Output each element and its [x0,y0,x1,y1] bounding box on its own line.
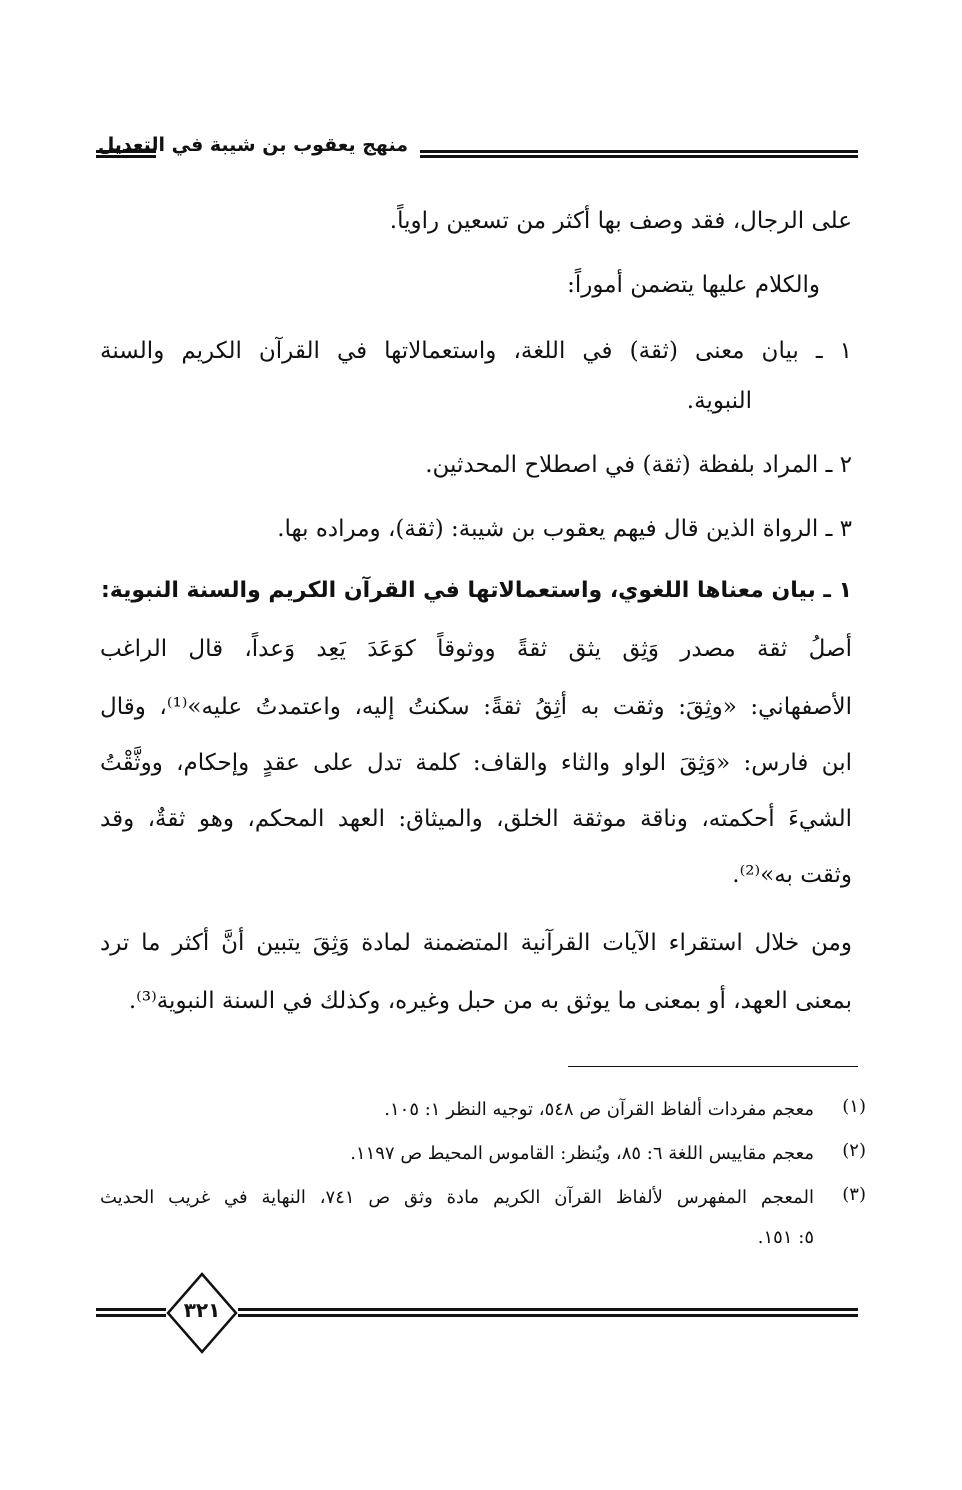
paragraph-line: ومن خلال استقراء الآيات القرآنية المتضمنة لمادة وَثِقَ يتبين أنَّ أكثر ما ترد [100,930,852,956]
footnote-text: معجم مقاييس اللغة ٦: ٨٥، ويُنظر: القاموس المحيط ص ١١٩٧. [350,1143,814,1164]
paragraph-line: والكلام عليها يتضمن أموراً: [567,272,820,298]
list-item-3: ٣ ـ الرواة الذين قال فيهم يعقوب بن شيبة: (ثقة)، ومراده بها. [277,516,852,542]
footnote-number: (٢) [842,1140,866,1161]
running-header-title: منهج يعقوب بن شيبة في التعديل [97,134,408,156]
footnote-continuation: ٥: ١٥١. [757,1227,814,1248]
footnote-separator [568,1066,858,1067]
list-item-1-continuation: النبوية. [686,388,752,414]
paragraph-line: ابن فارس: «وَثِقَ الواو والثاء والقاف: كلمة تدل على عقدٍ وإحكام، ووثَّقْتُ [100,750,852,776]
footer-rule-left [96,1308,166,1317]
section-heading: ١ ـ بيان معناها اللغوي، واستعمالاتها في القرآن الكريم والسنة النبوية: [100,578,852,603]
list-item-1: ١ ـ بيان معنى (ثقة) في اللغة، واستعمالاتها في القرآن الكريم والسنة [100,338,852,364]
paragraph-line: على الرجال، فقد وصف بها أكثر من تسعين راوياً. [389,208,852,234]
page-footer [96,1270,858,1360]
page-number: ٣٢١ [183,1298,221,1322]
running-header [96,128,858,168]
paragraph-line: الشيءَ أحكمته، وناقة موثقة الخلق، والميثاق: العهد المحكم، وهو ثقةٌ، وقد [100,806,852,832]
footnote-number: (٣) [842,1184,866,1205]
footnote-number: (١) [842,1096,866,1117]
list-item-2: ٢ ـ المراد بلفظة (ثقة) في اصطلاح المحدثين. [425,452,852,478]
paragraph-line: بمعنى العهد، أو بمعنى ما يوثق به من حبل وغيره، وكذلك في السنة النبوية⁽³⁾. [128,988,852,1014]
paragraph-line: الأصفهاني: «وثِقَ: وثقت به أثِقُ ثقةً: سكنتُ إليه، واعتمدتُ عليه»⁽¹⁾، وقال [100,694,852,720]
paragraph-line: وثقت به»⁽²⁾. [732,862,852,888]
header-rule-right [420,150,858,158]
footer-rule-right [238,1308,858,1317]
paragraph-line: أصلُ ثقة مصدر وَثِق يثق ثقةً ووثوقاً كوَعَدَ يَعِد وَعداً، قال الراغب [100,636,852,662]
footnote-text: المعجم المفهرس لألفاظ القرآن الكريم مادة وثق ص ٧٤١، النهاية في غريب الحديث [100,1187,814,1208]
footnote-text: معجم مفردات ألفاظ القرآن ص ٥٤٨، توجيه النظر ١: ١٠٥. [384,1099,814,1120]
